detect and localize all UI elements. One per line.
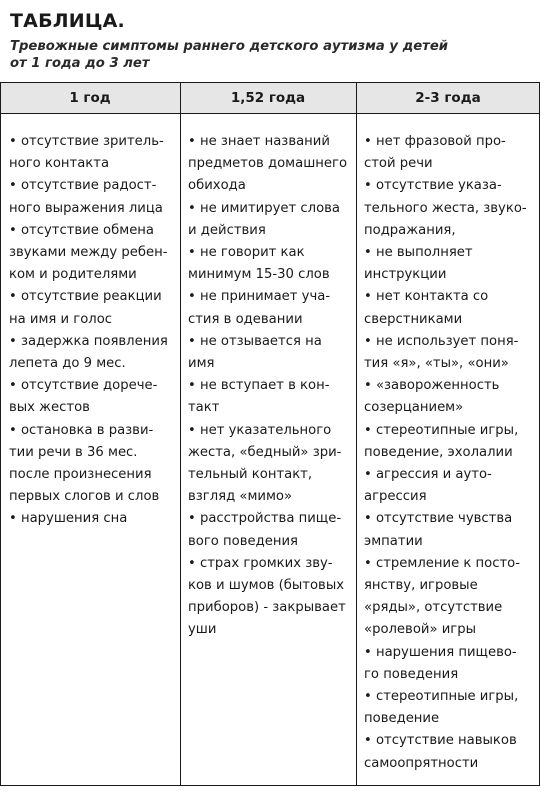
list-item-line: минимум 15-30 слов — [188, 267, 330, 283]
list-item — [9, 420, 177, 509]
list-item — [9, 175, 177, 219]
list-item-line: на имя и голос — [9, 311, 113, 327]
list-item — [364, 242, 536, 286]
column-divider-2 — [356, 83, 357, 785]
list-item-line: • не принимает уча- — [188, 289, 331, 305]
list-item-line: • нет указательного — [188, 422, 332, 438]
list-item — [364, 420, 536, 464]
list-item-line: • отсутствие чувства — [364, 511, 513, 527]
column-1-5-years — [188, 131, 353, 642]
list-item-line: ного выражения лица — [9, 200, 163, 216]
column-divider-1 — [180, 83, 181, 785]
list-item — [188, 420, 353, 509]
table-subtitle — [10, 38, 530, 72]
list-item-line: поведение, эхолалии — [364, 444, 513, 460]
list-item — [9, 375, 177, 419]
list-item — [364, 553, 536, 642]
list-item-line: • не имитирует слова — [188, 200, 341, 216]
list-item-line: обихода — [188, 178, 246, 194]
list-item-line: • отсутствие радост- — [9, 178, 157, 194]
list-item-line: такт — [188, 400, 220, 416]
list-item-line: ков и шумов (бытовых — [188, 578, 345, 594]
list-item-line: имя — [188, 356, 215, 372]
list-item-line: • не знает названий — [188, 134, 330, 149]
subtitle-line-1: Тревожные симптомы раннего детского аутизма у детей — [10, 39, 449, 54]
list-item-line: тельного жеста, звуко- — [364, 200, 527, 216]
list-item-line: «ряды», отсутствие — [364, 600, 503, 616]
list-item — [9, 131, 177, 175]
table-header-row — [0, 83, 540, 114]
list-item-line: вых жестов — [9, 400, 90, 416]
list-item — [188, 331, 353, 375]
list-item-line: • не вступает в кон- — [188, 378, 330, 394]
list-item — [9, 220, 177, 287]
column-1-year — [9, 131, 177, 531]
list-item — [9, 508, 177, 530]
list-item-line: агрессия — [364, 489, 427, 505]
list-item — [188, 198, 353, 242]
list-item — [188, 553, 353, 642]
list-item — [364, 686, 536, 730]
list-item — [188, 508, 353, 552]
list-item-line: самоопрятности — [364, 755, 479, 771]
list-item-line: • стереотипные игры, — [364, 689, 519, 705]
list-item — [188, 131, 353, 198]
list-item-line: тия «я», «ты», «они» — [364, 356, 509, 372]
table-title: ТАБЛИЦА. — [10, 10, 125, 32]
list-item-line: • отсутствие доречe- — [9, 378, 158, 394]
list-item-line: • задержка появления — [9, 333, 168, 349]
list-item-line: уши — [188, 622, 217, 638]
list-item-line: звуками между ребен- — [9, 245, 168, 261]
list-item — [364, 375, 536, 419]
list-item-line: взгляд «мимо» — [188, 489, 293, 505]
subtitle-line-2: от 1 года до 3 лет — [10, 56, 150, 71]
list-item-line: • стереотипные игры, — [364, 422, 519, 438]
list-item-line: • не выполняет — [364, 245, 473, 261]
list-item-line: • отсутствие зритель- — [9, 134, 164, 149]
list-item — [364, 131, 536, 175]
list-item — [364, 642, 536, 686]
list-item-line: • не отзывается на — [188, 333, 322, 349]
list-item — [188, 242, 353, 286]
list-item-line: • не использует поня- — [364, 333, 519, 349]
list-item-line: • не говорит как — [188, 245, 305, 261]
list-item-line: го поведения — [364, 666, 459, 682]
list-item-line: подражания, — [364, 222, 456, 238]
list-item — [364, 331, 536, 375]
column-divider-left — [0, 83, 1, 785]
list-item-line: стой речи — [364, 156, 433, 172]
list-item-line: созерцанием» — [364, 400, 464, 416]
list-item-line: • отсутствие навыков — [364, 733, 517, 749]
list-item-line: «ролевой» игры — [364, 622, 477, 638]
list-item-line: эмпатии — [364, 533, 423, 549]
list-item-line: ком и родителями — [9, 267, 137, 283]
list-item-line: • агрессия и ауто- — [364, 467, 492, 483]
list-item-line: первых слогов и слов — [9, 489, 160, 505]
list-item — [364, 508, 536, 552]
list-item-line: жеста, «бедный» зри- — [188, 444, 342, 460]
symptoms-table — [0, 82, 540, 786]
list-item-line: лепета до 9 мес. — [9, 356, 126, 372]
list-item-line: • стремление к посто- — [364, 555, 520, 571]
list-item — [188, 286, 353, 330]
list-item-line: тии речи в 36 мес. — [9, 444, 138, 460]
list-item-line: • нарушения пищево- — [364, 644, 517, 660]
list-item-line: сверстниками — [364, 311, 463, 327]
list-item — [364, 175, 536, 242]
list-item-line: • отсутствие указа- — [364, 178, 502, 194]
list-item — [364, 286, 536, 330]
list-item-line: поведение — [364, 711, 440, 727]
list-item-line: • отсутствие реакции — [9, 289, 162, 305]
header-2-3-years: 2-3 года — [415, 90, 481, 106]
list-item — [364, 730, 536, 774]
list-item-line: • страх громких зву- — [188, 555, 333, 571]
list-item-line: • нет фразовой про- — [364, 134, 506, 149]
list-item — [9, 331, 177, 375]
list-item — [364, 464, 536, 508]
list-item-line: приборов) - закрывает — [188, 600, 346, 616]
column-2-3-years — [364, 131, 536, 775]
list-item-line: • отсутствие обмена — [9, 222, 155, 238]
list-item-line: ного контакта — [9, 156, 110, 172]
list-item-line: стия в одевании — [188, 311, 303, 327]
list-item-line: • нарушения сна — [9, 511, 128, 527]
list-item-line: тельный контакт, — [188, 467, 313, 483]
list-item-line: • «завороженность — [364, 378, 500, 394]
list-item-line: янству, игровые — [364, 578, 478, 594]
list-item — [9, 286, 177, 330]
list-item-line: • нет контакта со — [364, 289, 489, 305]
list-item-line: вого поведения — [188, 533, 298, 549]
list-item-line: • расстройства пище- — [188, 511, 342, 527]
list-item-line: • остановка в разви- — [9, 422, 154, 438]
list-item-line: инструкции — [364, 267, 447, 283]
list-item-line: после произнесения — [9, 467, 152, 483]
header-1-5-years: 1,52 года — [230, 90, 306, 106]
header-1-year: 1 год — [69, 90, 111, 106]
list-item-line: и действия — [188, 222, 266, 238]
list-item-line: предметов домашнего — [188, 156, 348, 172]
list-item — [188, 375, 353, 419]
